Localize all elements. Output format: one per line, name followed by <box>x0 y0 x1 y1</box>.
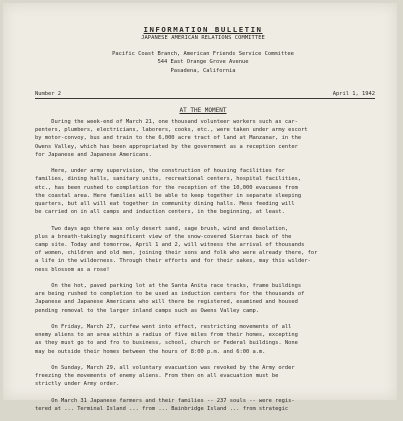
issue-number: Number 2 <box>35 91 61 97</box>
organization-street: 544 East Orange Grove Avenue <box>157 59 249 66</box>
section-heading: AT THE MOMENT <box>179 107 227 114</box>
header-divider <box>35 98 375 99</box>
paragraph: During the week-end of March 21, one thousand volunteer workers such as car- penters, plumbers, electricians, laborers, cooks, etc., were taken under army escort by motor-convoy, bus and train to the 6,000 acre tract of land at Manzanar, in the Owens Valley, which has been appropriated by the government as a reception center for Japanese and Japanese Americans. <box>35 119 308 158</box>
paragraph: On Sunday, March 29, all voluntary evacuation was revoked by the Army order freezing the movements of enemy aliens. From then on all evacuation must be strictly under Army order. <box>35 365 295 388</box>
issue-date: April 1, 1942 <box>332 91 375 97</box>
bulletin-title: INFORMATION BULLETIN <box>143 25 263 34</box>
paragraph: Two days ago there was only desert sand, sage brush, wind and desolation, plus a breath-takingly magnificent view of the snow-covered Sierras back of the camp site. Today and tomorrow, April 1 and 2, will witness the arrival of thousands of women, children and old men, joining their sons and folk who were already there, for a life in the wilderness. Through their efforts and for their sakes, may this wilder- ness blossom as a rose! <box>35 225 318 273</box>
article-body <box>35 118 375 421</box>
document-page <box>3 3 397 413</box>
organization-city: Pasadena, California <box>170 67 236 74</box>
paragraph: On the hot, paved parking lot at the Santa Anita race tracks, frame buildings are being rushed to completion to be used as induction centers for the thousands of Japanese and Japanese Americans who will there be registered, examined and housed pending removal to the larger inland camps such as Owens Valley camp. <box>35 283 305 314</box>
paragraph: Here, under army supervision, the construction of housing facilities for families, dining halls, sanitary units, recreational centers, hospital facilities, etc., has been rushed to completion for the reception of the 10,000 evacuees from the coastal area. Here families will be able to keep together in separate sleeping quarters, but all will eat together in community dining halls. Mess feeding will be carried on in all camps and induction centers, in the beginning, at least. <box>35 168 302 216</box>
organization-block <box>3 50 403 75</box>
issue-meta-row <box>35 91 375 97</box>
paragraph: On Friday, March 27, curfew went into effect, restricting movements of all enemy aliens to an area within a radius of five miles from their homes, excepting as they must go to and fro to business, school, church or Federal buildings. None may be outside their homes between the hours of 8:00 p.m. and 6:00 a.m. <box>35 324 298 355</box>
committee-name: JAPANESE AMERICAN RELATIONS COMMITTEE <box>141 35 265 41</box>
organization-name: Pacific Coast Branch, American Friends Service Committee <box>112 51 294 57</box>
paragraph: On March 31 Japanese farmers and their families -- 237 souls -- were regis- tered at ... Terminal Island ... from ... Bainbridge Island ... from strategic <box>35 397 295 413</box>
